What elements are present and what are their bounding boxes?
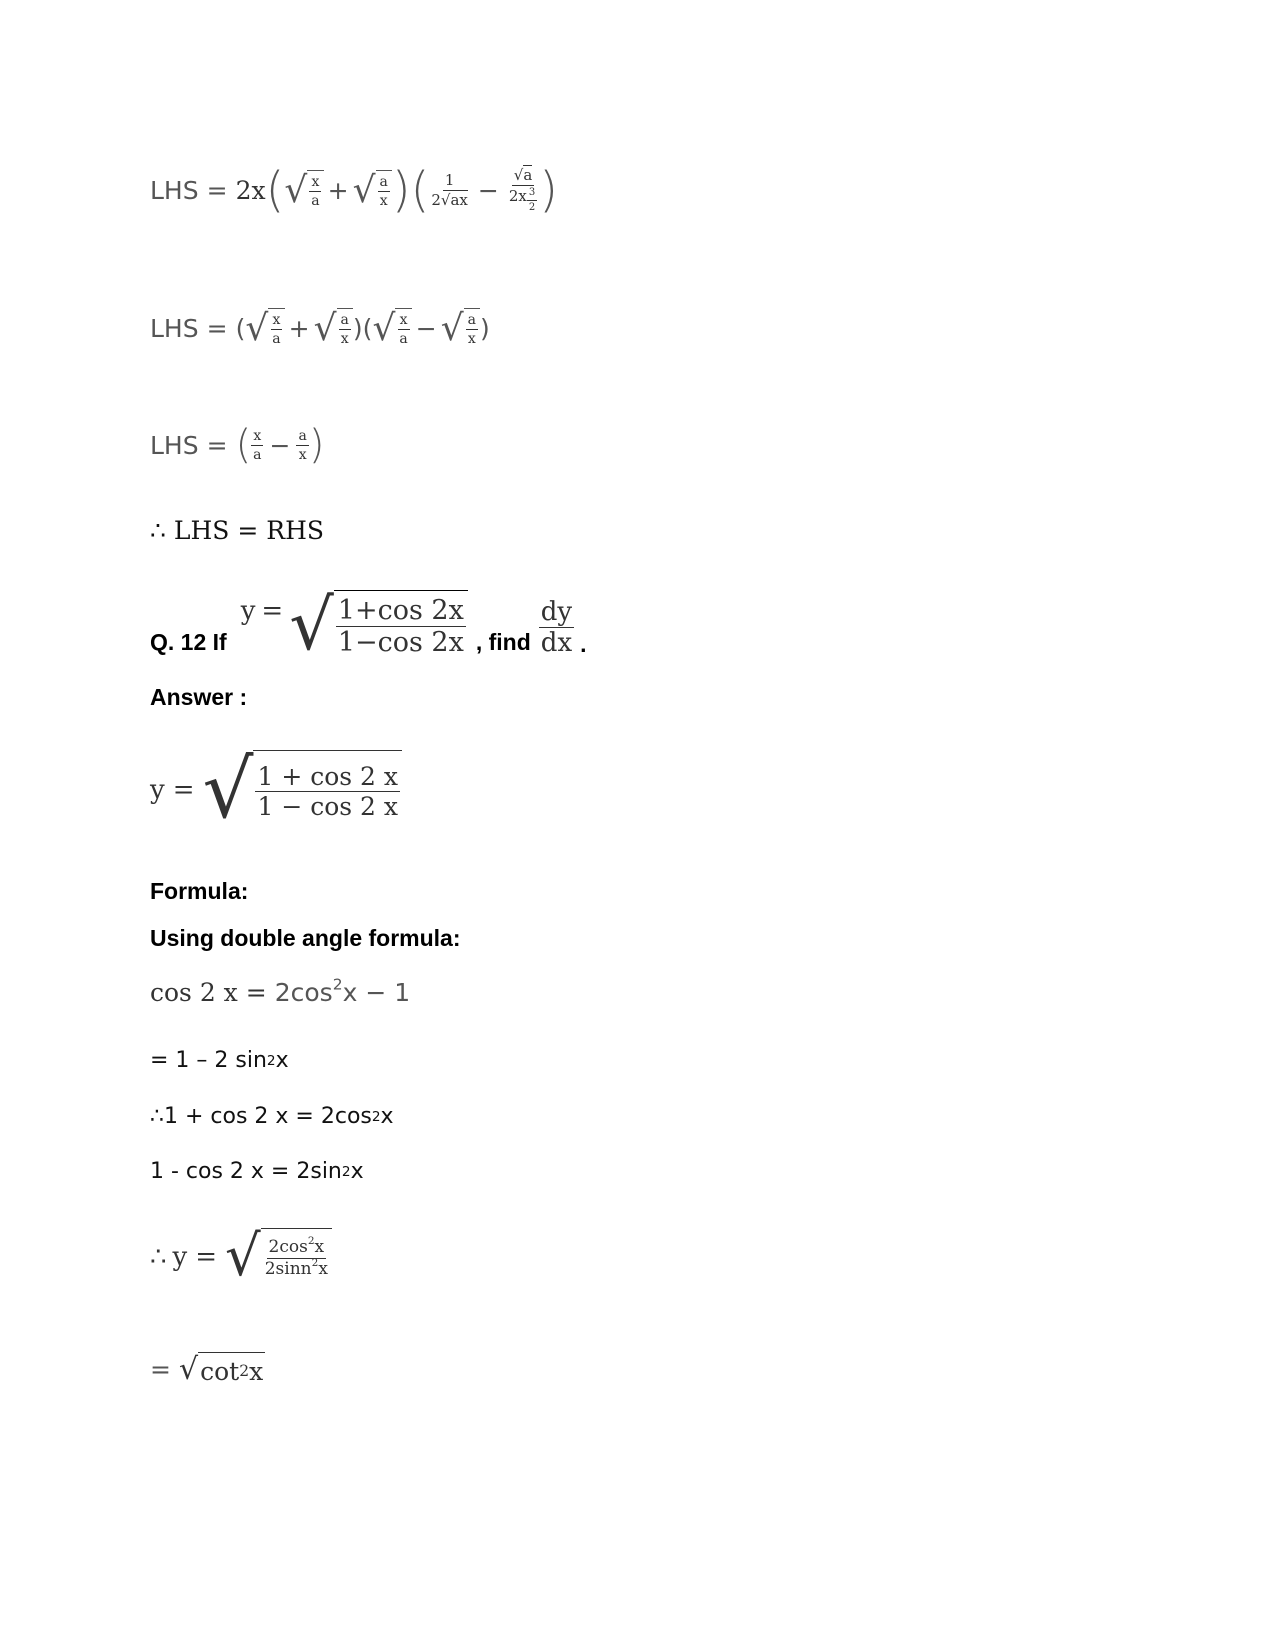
dy-dx: $\frac{dy}{dx}$ (540, 597, 573, 658)
line-7: ∴1 + cos 2 x = 2cos 2 x (150, 1104, 394, 1129)
formula-label: Formula: (150, 878, 249, 904)
question-label: Q. 12 If (150, 629, 227, 655)
sqrt-a-over-x: √ $\frac{a}{x}$ (353, 170, 392, 211)
fraction-1-over-2sqrtax: $\frac{1}{2√ax}$ (431, 170, 468, 209)
fraction-sqrta-over-2x32: √a 2x $\frac{3}{2}$ (508, 165, 536, 213)
equation-3: LHS = ( $\frac{x}{a}$ − $\frac{a}{x}$ ) (150, 422, 325, 468)
line-8: 1 - cos 2 x = 2sin 2 x (150, 1159, 364, 1184)
answer-label: Answer : (150, 684, 248, 710)
conclusion-line: ∴ LHS = RHS (150, 516, 325, 545)
double-angle-label: Using double angle formula: (150, 925, 461, 951)
lhs: LHS (150, 175, 199, 205)
equation-1: LHS = 2x ( √ $\frac{x}{a}$ + √ $\frac{a}{x}$ ) ( $\frac{1}{2√ax}$ − √a 2x $\frac{3}{2}$ ) (150, 162, 558, 218)
question-12: Q. 12 If y = √ $\frac{1+\cos 2x}{1-\cos 2x}$ , find $\frac{dy}{dx}$ . (150, 584, 587, 666)
equation-5: cos 2 x = $2\cos^2x - 1$ (150, 975, 411, 1007)
equation-2: LHS = ( √ $\frac{x}{a}$ + √ $\frac{a}{x}$ ) ( √ $\frac{x}{a}$ − √ $\frac{a}{x}$ ) (150, 307, 490, 349)
equation-10: = √ cot 2 x (150, 1352, 264, 1387)
equation-9: ∴ y = √ $\frac{2\cos^2x}{2\sin n^2x}$ (150, 1220, 332, 1294)
line-6: = 1 – 2 sin 2 x (150, 1048, 289, 1073)
equation-4: y = √ $\frac{1 + \cos 2 x}{1 - \cos 2 x}$ (150, 740, 402, 840)
question-radical: √ $\frac{1+\cos 2x}{1-\cos 2x}$ (289, 590, 468, 660)
sqrt-x-over-a: √ $\frac{x}{a}$ (284, 170, 323, 211)
